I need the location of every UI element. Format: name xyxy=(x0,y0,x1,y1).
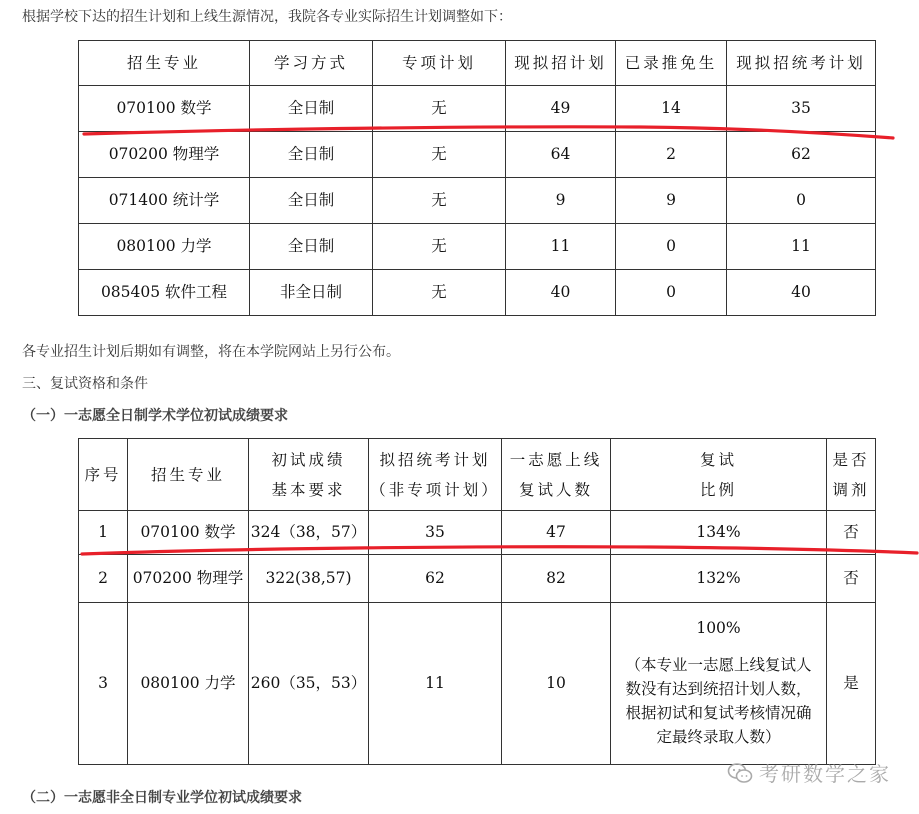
retest-header-line: 序号 xyxy=(84,465,122,484)
plan-cell: 35 xyxy=(727,86,876,132)
plan-header-cell: 已录推免生 xyxy=(616,41,727,86)
plan-cell: 0 xyxy=(616,224,727,270)
retest-cell: 82 xyxy=(502,555,611,603)
plan-cell: 62 xyxy=(727,132,876,178)
plan-cell: 9 xyxy=(616,178,727,224)
plan-cell: 11 xyxy=(727,224,876,270)
plan-cell: 无 xyxy=(373,224,506,270)
plan-cell: 11 xyxy=(506,224,616,270)
plan-cell: 全日制 xyxy=(250,178,373,224)
retest-header-line: （非专项计划） xyxy=(370,480,500,499)
plan-cell: 071400 统计学 xyxy=(79,178,250,224)
retest-table-row xyxy=(79,603,876,765)
retest-cell: 324（38，57） xyxy=(249,511,369,555)
retest-cell: 35 xyxy=(369,511,502,555)
plan-header-cell: 现拟招计划 xyxy=(506,41,616,86)
ratio-note: （本专业一志愿上线复试人数没有达到统招计划人数，根据初试和复试考核情况确定最终录取人数） xyxy=(625,655,812,746)
plan-cell: 无 xyxy=(373,86,506,132)
retest-header-cell xyxy=(502,439,611,511)
retest-cell: 62 xyxy=(369,555,502,603)
wechat-watermark xyxy=(727,758,891,787)
plan-header-cell: 招生专业 xyxy=(79,41,250,86)
retest-header-cell xyxy=(827,439,876,511)
retest-cell: 2 xyxy=(79,555,128,603)
retest-header-line: 复试人数 xyxy=(518,480,593,499)
plan-header-cell: 现拟招统考计划 xyxy=(727,41,876,86)
retest-header-line: 基本要求 xyxy=(271,480,346,499)
plan-cell: 无 xyxy=(373,270,506,316)
plan-table-row xyxy=(79,178,876,224)
retest-cell: 132% xyxy=(611,555,827,603)
retest-header-line: 复试 xyxy=(699,450,737,469)
retest-cell: 11 xyxy=(369,603,502,765)
intro-text: 根据学校下达的招生计划和上线生源情况，我院各专业实际招生计划调整如下： xyxy=(22,8,512,24)
retest-cell: 070200 物理学 xyxy=(128,555,249,603)
retest-cell: 3 xyxy=(79,603,128,765)
retest-header-line: 拟招统考计划 xyxy=(379,450,491,469)
plan-cell: 无 xyxy=(373,178,506,224)
plan-cell: 085405 软件工程 xyxy=(79,270,250,316)
plan-cell: 0 xyxy=(616,270,727,316)
retest-cell: 10 xyxy=(502,603,611,765)
enrollment-plan-table xyxy=(78,40,876,316)
retest-cell: 080100 力学 xyxy=(128,603,249,765)
section-3-title: 三、复试资格和条件 xyxy=(22,375,148,391)
retest-requirements-table xyxy=(78,438,876,765)
plan-cell: 080100 力学 xyxy=(79,224,250,270)
retest-cell: 是 xyxy=(827,603,876,765)
subsection-1-title: （一）一志愿全日制学术学位初试成绩要求 xyxy=(22,407,288,423)
plan-header-cell: 专项计划 xyxy=(373,41,506,86)
plan-cell: 49 xyxy=(506,86,616,132)
retest-cell: 070100 数学 xyxy=(128,511,249,555)
retest-cell: 否 xyxy=(827,511,876,555)
retest-header-cell xyxy=(79,439,128,511)
retest-header-line: 是否 xyxy=(832,450,870,469)
retest-header-cell xyxy=(611,439,827,511)
plan-cell: 070100 数学 xyxy=(79,86,250,132)
plan-header-cell: 学习方式 xyxy=(250,41,373,86)
retest-header-line: 招生专业 xyxy=(150,465,225,484)
wechat-icon xyxy=(727,762,753,784)
retest-table-row xyxy=(79,511,876,555)
plan-cell: 全日制 xyxy=(250,224,373,270)
retest-cell: 134% xyxy=(611,511,827,555)
plan-cell: 070200 物理学 xyxy=(79,132,250,178)
plan-cell: 全日制 xyxy=(250,86,373,132)
subsection-2-title: （二）一志愿非全日制专业学位初试成绩要求 xyxy=(22,789,302,805)
plan-cell: 40 xyxy=(727,270,876,316)
retest-header-line: 一志愿上线 xyxy=(509,450,603,469)
plan-table-row xyxy=(79,86,876,132)
retest-header-line: 初试成绩 xyxy=(271,450,346,469)
retest-table-row xyxy=(79,555,876,603)
retest-header-line: 比例 xyxy=(699,480,737,499)
retest-cell: 47 xyxy=(502,511,611,555)
retest-cell xyxy=(611,603,827,765)
plan-cell: 40 xyxy=(506,270,616,316)
plan-cell: 0 xyxy=(727,178,876,224)
retest-header-line: 调剂 xyxy=(832,480,870,499)
retest-header-cell xyxy=(369,439,502,511)
plan-table-row xyxy=(79,270,876,316)
plan-cell: 14 xyxy=(616,86,727,132)
plan-table-row xyxy=(79,132,876,178)
plan-cell: 无 xyxy=(373,132,506,178)
retest-cell: 260（35，53） xyxy=(249,603,369,765)
retest-header-cell xyxy=(128,439,249,511)
plan-cell: 64 xyxy=(506,132,616,178)
ratio-value: 100% xyxy=(696,619,741,638)
plan-cell: 2 xyxy=(616,132,727,178)
plan-table-row xyxy=(79,224,876,270)
retest-header-cell xyxy=(249,439,369,511)
retest-cell: 1 xyxy=(79,511,128,555)
adjustment-note: 各专业招生计划后期如有调整，将在本学院网站上另行公布。 xyxy=(22,343,400,359)
retest-cell: 322(38,57) xyxy=(249,555,369,603)
plan-cell: 9 xyxy=(506,178,616,224)
plan-cell: 全日制 xyxy=(250,132,373,178)
retest-cell: 否 xyxy=(827,555,876,603)
plan-cell: 非全日制 xyxy=(250,270,373,316)
watermark-text: 考研数学之家 xyxy=(759,764,891,786)
